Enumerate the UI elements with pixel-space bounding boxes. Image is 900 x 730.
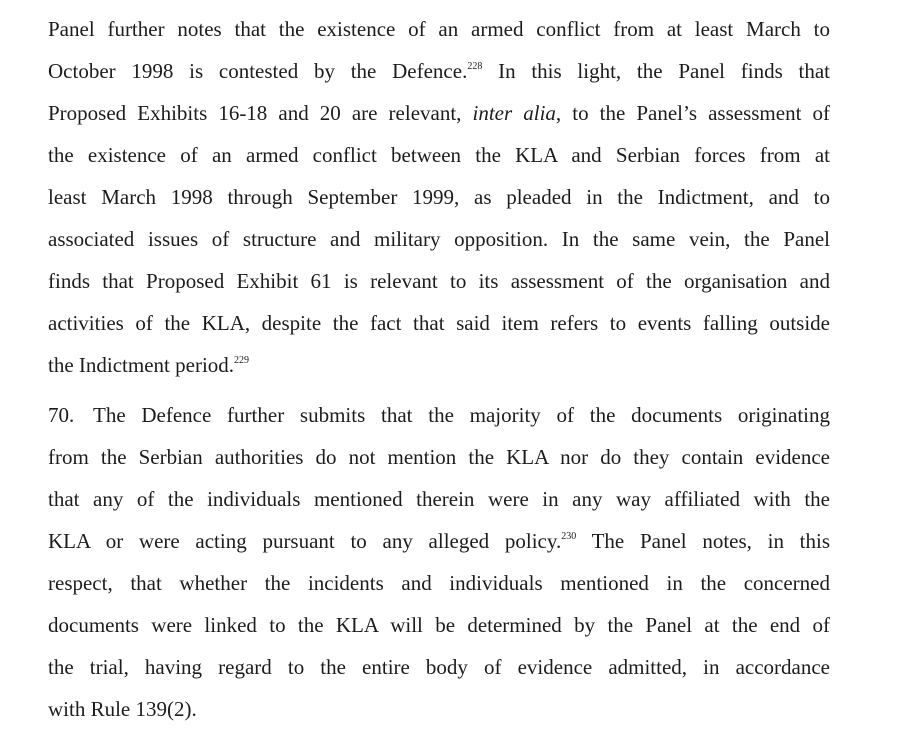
paragraph-69-line-3	[48, 92, 830, 134]
paragraph-69-line-8	[48, 302, 830, 344]
footnote-ref-228[interactable]: 228	[467, 61, 483, 72]
text: respect, that whether the incidents and individuals mentioned in the concerned	[48, 571, 830, 595]
footnote-ref-229[interactable]: 229	[234, 355, 250, 366]
text: In this light, the Panel finds that	[482, 59, 830, 83]
paragraph-70-line-4	[48, 520, 830, 562]
text: finds that Proposed Exhibit 61 is relevant to its assessment of the organisation and	[48, 269, 830, 293]
paragraph-70-line-8	[48, 688, 830, 730]
paragraph-70-line-1	[48, 394, 830, 436]
text: activities of the KLA, despite the fact that said item refers to events falling outside	[48, 311, 830, 335]
italic-text: inter alia	[472, 101, 556, 125]
text: Panel further notes that the existence of an armed conflict from at least March to	[48, 17, 830, 41]
text: The Defence further submits that the majority of the documents originating	[93, 403, 830, 427]
text: KLA or were acting pursuant to any alleged policy.	[48, 529, 562, 553]
text: Proposed Exhibits 16-18 and 20 are relevant,	[48, 101, 473, 125]
text: documents were linked to the KLA will be determined by the Panel at the end of	[48, 613, 830, 637]
paragraph-69-line-2	[48, 50, 830, 92]
paragraph-70-line-5	[48, 562, 830, 604]
text: with Rule 139(2).	[48, 697, 197, 721]
text: The Panel notes, in this	[576, 529, 830, 553]
text: least March 1998 through September 1999, as pleaded in the Indictment, and to	[48, 185, 830, 209]
text: , to the Panel’s assessment of	[555, 101, 830, 125]
paragraph-70-line-7	[48, 646, 830, 688]
paragraph-70-line-2	[48, 436, 830, 478]
paragraph-69-line-1	[48, 8, 830, 50]
text: that any of the individuals mentioned therein were in any way affiliated with the	[48, 487, 830, 511]
paragraph-69-line-7	[48, 260, 830, 302]
paragraph-69-line-6	[48, 218, 830, 260]
text: from the Serbian authorities do not mention the KLA nor do they contain evidence	[48, 445, 830, 469]
paragraph-69	[48, 8, 830, 386]
paragraph-70-line-3	[48, 478, 830, 520]
paragraph-number: 70.	[48, 403, 75, 427]
text: associated issues of structure and military opposition. In the same vein, the Panel	[48, 227, 830, 251]
paragraph-70-line-6	[48, 604, 830, 646]
paragraph-69-line-4	[48, 134, 830, 176]
document-page	[48, 8, 830, 730]
footnote-ref-230[interactable]: 230	[561, 531, 577, 542]
paragraph-69-line-9	[48, 344, 830, 386]
paragraph-69-line-5	[48, 176, 830, 218]
text: the trial, having regard to the entire body of evidence admitted, in accordance	[48, 655, 830, 679]
paragraph-70	[48, 394, 830, 730]
text: October 1998 is contested by the Defence.	[48, 59, 468, 83]
text: the existence of an armed conflict between the KLA and Serbian forces from at	[48, 143, 830, 167]
text: the Indictment period.	[48, 353, 235, 377]
